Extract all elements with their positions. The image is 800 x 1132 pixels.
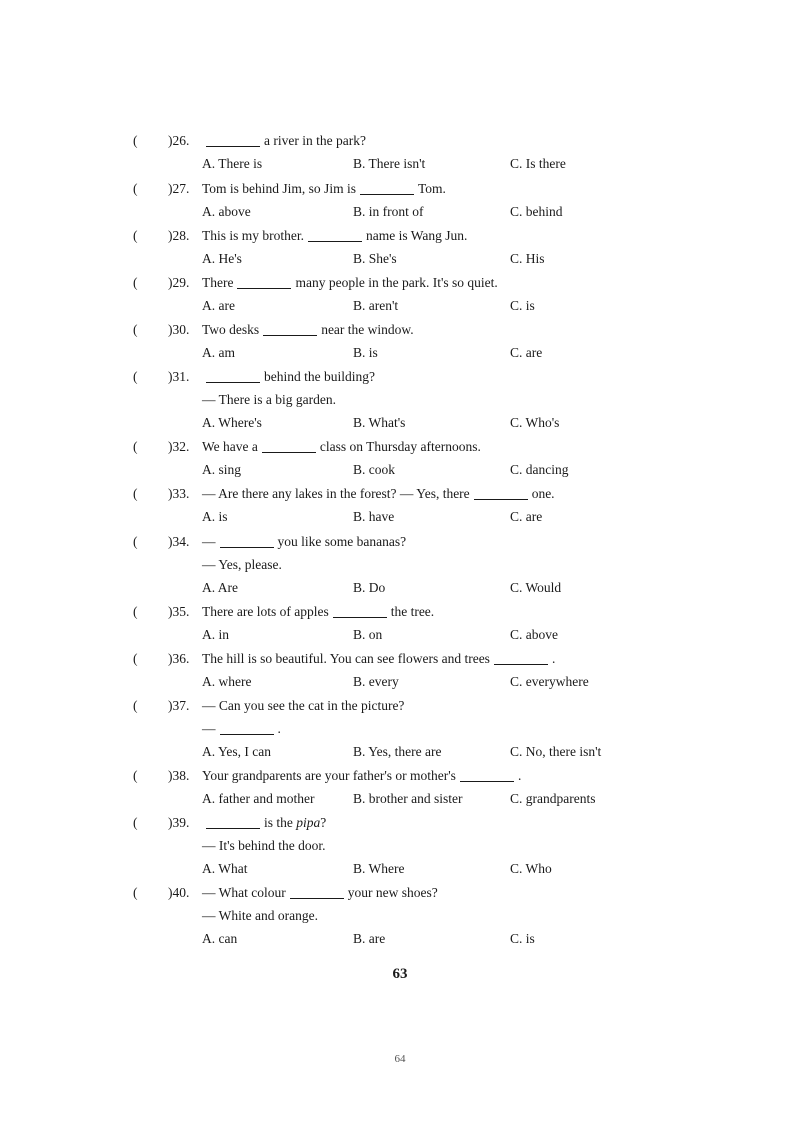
number-text: 36 — [172, 651, 186, 666]
option-a[interactable]: A. above — [202, 204, 251, 219]
number-text: 29 — [172, 275, 186, 290]
answer-blank — [460, 767, 514, 782]
number-text: 35 — [172, 604, 186, 619]
question-number: )38. — [168, 768, 190, 783]
answer-bracket[interactable]: ( — [133, 768, 138, 783]
question-number: )34. — [168, 534, 190, 549]
answer-blank — [308, 227, 362, 242]
question-stem — [202, 272, 498, 294]
question-stem — [202, 366, 375, 388]
question-number: )31. — [168, 369, 190, 384]
stem-text-after: you like some bananas? — [277, 534, 407, 549]
footer-page-number: 64 — [394, 1053, 406, 1065]
question-number: )29. — [168, 275, 190, 290]
option-b[interactable]: B. every — [353, 674, 399, 689]
option-a[interactable]: A. Where's — [202, 415, 262, 430]
question-number: )37. — [168, 698, 190, 713]
stem-text-before: There are lots of apples — [202, 604, 329, 619]
question-number: )36. — [168, 651, 190, 666]
stem-text-after: behind the building? — [264, 369, 375, 384]
question-stem — [202, 319, 414, 341]
answer-blank — [263, 321, 317, 336]
option-a[interactable]: A. where — [202, 674, 252, 689]
question-stem — [202, 882, 438, 904]
stem-text-after: . — [517, 768, 522, 783]
answer-bracket[interactable]: ( — [133, 815, 138, 830]
closing-paren: ) — [168, 698, 173, 713]
answer-blank — [220, 720, 274, 735]
number-text: 31 — [172, 369, 186, 384]
closing-paren: ) — [168, 181, 173, 196]
question-number: )35. — [168, 604, 190, 619]
stem-text-before: Tom is behind Jim, so Jim is — [202, 181, 356, 196]
closing-paren: ) — [168, 322, 173, 337]
option-c[interactable]: C. grandparents — [510, 791, 596, 806]
number-text: 33 — [172, 486, 186, 501]
answer-bracket[interactable]: ( — [133, 486, 138, 501]
option-c[interactable]: C. Would — [510, 580, 562, 595]
number-text: 26 — [172, 133, 186, 148]
option-c[interactable]: C. Who — [510, 861, 552, 876]
question-number: )39. — [168, 815, 190, 830]
closing-paren: ) — [168, 604, 173, 619]
option-b[interactable]: B. on — [353, 627, 383, 642]
dialogue-reply: — It's behind the door. — [202, 838, 326, 853]
answer-blank — [206, 132, 260, 147]
stem-text-before: — Are there any lakes in the forest? — Yes, there — [202, 486, 470, 501]
closing-paren: ) — [168, 534, 173, 549]
answer-bracket[interactable]: ( — [133, 369, 138, 384]
closing-paren: ) — [168, 651, 173, 666]
answer-bracket[interactable]: ( — [133, 439, 138, 454]
stem-text-before: — — [202, 534, 216, 549]
stem-text-after: near the window. — [321, 322, 414, 337]
option-a[interactable]: A. is — [202, 509, 228, 524]
option-b[interactable]: B. in front of — [353, 204, 424, 219]
question-number: )32. — [168, 439, 190, 454]
answer-blank — [360, 180, 414, 195]
number-text: 38 — [172, 768, 186, 783]
closing-paren: ) — [168, 486, 173, 501]
stem-text-before: Your grandparents are your father's or mother's — [202, 768, 456, 783]
option-a[interactable]: A. There is — [202, 156, 263, 171]
closing-paren: ) — [168, 228, 173, 243]
answer-bracket[interactable]: ( — [133, 275, 138, 290]
option-a[interactable]: A. He's — [202, 251, 242, 266]
option-a[interactable]: A. father and mother — [202, 791, 315, 806]
question-stem — [202, 483, 555, 505]
stem-text-before: — Can you see the cat in the picture? — [202, 698, 405, 713]
question-stem — [202, 695, 404, 717]
closing-paren: ) — [168, 439, 173, 454]
option-c[interactable]: C. are — [510, 509, 543, 524]
stem-text-after: your new shoes? — [347, 885, 438, 900]
stem-text-before: We have a — [202, 439, 258, 454]
option-b[interactable]: B. She's — [353, 251, 397, 266]
stem-text-after: one. — [531, 486, 555, 501]
number-text: 34 — [172, 534, 186, 549]
answer-blank — [494, 650, 548, 665]
option-b[interactable]: B. are — [353, 931, 386, 946]
stem-text-before: Two desks — [202, 322, 260, 337]
stem-text-after: . — [551, 651, 556, 666]
answer-blank — [237, 274, 291, 289]
option-c[interactable]: C. are — [510, 345, 543, 360]
option-a[interactable]: A. can — [202, 931, 238, 946]
number-text: 30 — [172, 322, 186, 337]
stem-italic: pipa — [296, 815, 321, 830]
question-number: )28. — [168, 228, 190, 243]
stem-text-after: the tree. — [390, 604, 435, 619]
option-b[interactable]: B. Where — [353, 861, 405, 876]
answer-bracket[interactable]: ( — [133, 604, 138, 619]
option-b[interactable]: B. Do — [353, 580, 386, 595]
stem-text-after: class on Thursday afternoons. — [319, 439, 481, 454]
dialogue-reply: — . — [202, 721, 281, 736]
dialogue-reply: — White and orange. — [202, 908, 318, 923]
option-c[interactable]: C. is — [510, 298, 535, 313]
option-a[interactable]: A. am — [202, 345, 235, 360]
question-number: )33. — [168, 486, 190, 501]
closing-paren: ) — [168, 133, 173, 148]
question-number: )40. — [168, 885, 190, 900]
option-a[interactable]: A. in — [202, 627, 229, 642]
answer-blank — [206, 368, 260, 383]
closing-paren: ) — [168, 768, 173, 783]
answer-bracket[interactable]: ( — [133, 181, 138, 196]
option-c[interactable]: C. dancing — [510, 462, 569, 477]
stem-text-after: is the — [264, 815, 293, 830]
dialogue-reply: — There is a big garden. — [202, 392, 336, 407]
option-a[interactable]: A. sing — [202, 462, 242, 477]
number-text: 39 — [172, 815, 186, 830]
number-text: 27 — [172, 181, 186, 196]
stem-text-after: many people in the park. It's so quiet. — [295, 275, 498, 290]
closing-paren: ) — [168, 815, 173, 830]
option-a[interactable]: A. are — [202, 298, 235, 313]
number-text: 32 — [172, 439, 186, 454]
stem-text-before: There — [202, 275, 234, 290]
closing-paren: ) — [168, 275, 173, 290]
option-b[interactable]: B. What's — [353, 415, 406, 430]
stem-text-before: This is my brother. — [202, 228, 304, 243]
answer-bracket[interactable]: ( — [133, 228, 138, 243]
question-number: )26. — [168, 133, 190, 148]
option-a[interactable]: A. Are — [202, 580, 238, 595]
option-b[interactable]: B. Yes, there are — [353, 744, 442, 759]
answer-blank — [220, 533, 274, 548]
stem-text-after: name is Wang Jun. — [366, 228, 468, 243]
option-c[interactable]: C. Is there — [510, 156, 566, 171]
option-b[interactable]: B. There isn't — [353, 156, 426, 171]
answer-bracket[interactable]: ( — [133, 534, 138, 549]
option-b[interactable]: B. cook — [353, 462, 395, 477]
option-c[interactable]: C. His — [510, 251, 545, 266]
answer-bracket[interactable]: ( — [133, 322, 138, 337]
answer-blank — [474, 485, 528, 500]
number-text: 37 — [172, 698, 186, 713]
answer-bracket[interactable]: ( — [133, 885, 138, 900]
question-stem — [202, 531, 406, 553]
closing-paren: ) — [168, 885, 173, 900]
answer-bracket[interactable]: ( — [133, 651, 138, 666]
option-b[interactable]: B. is — [353, 345, 378, 360]
option-c[interactable]: C. everywhere — [510, 674, 589, 689]
option-c[interactable]: C. above — [510, 627, 558, 642]
answer-blank — [290, 884, 344, 899]
stem-text-end: ? — [320, 815, 327, 830]
option-b[interactable]: B. aren't — [353, 298, 399, 313]
option-a[interactable]: A. Yes, I can — [202, 744, 271, 759]
question-stem — [202, 765, 521, 787]
option-c[interactable]: C. is — [510, 931, 535, 946]
stem-text-before: — What colour — [202, 885, 286, 900]
option-c[interactable]: C. Who's — [510, 415, 560, 430]
question-stem — [202, 225, 467, 247]
question-stem — [202, 178, 446, 200]
question-stem — [202, 812, 326, 834]
dialogue-reply: — Yes, please. — [202, 557, 282, 572]
question-stem — [202, 601, 434, 623]
option-c[interactable]: C. No, there isn't — [510, 744, 602, 759]
answer-blank — [206, 814, 260, 829]
answer-blank — [333, 603, 387, 618]
stem-text-after: Tom. — [417, 181, 446, 196]
answer-bracket[interactable]: ( — [133, 698, 138, 713]
answer-bracket[interactable]: ( — [133, 133, 138, 148]
number-text: 40 — [172, 885, 186, 900]
question-stem — [202, 648, 555, 670]
question-stem — [202, 436, 481, 458]
stem-text-before: The hill is so beautiful. You can see flowers and trees — [202, 651, 490, 666]
option-a[interactable]: A. What — [202, 861, 248, 876]
answer-blank — [262, 438, 316, 453]
stem-text-after: a river in the park? — [264, 133, 366, 148]
option-b[interactable]: B. brother and sister — [353, 791, 463, 806]
question-stem — [202, 130, 366, 152]
option-c[interactable]: C. behind — [510, 204, 563, 219]
question-number: )27. — [168, 181, 190, 196]
number-text: 28 — [172, 228, 186, 243]
option-b[interactable]: B. have — [353, 509, 395, 524]
page-number: 63 — [392, 966, 408, 982]
question-number: )30. — [168, 322, 190, 337]
closing-paren: ) — [168, 369, 173, 384]
